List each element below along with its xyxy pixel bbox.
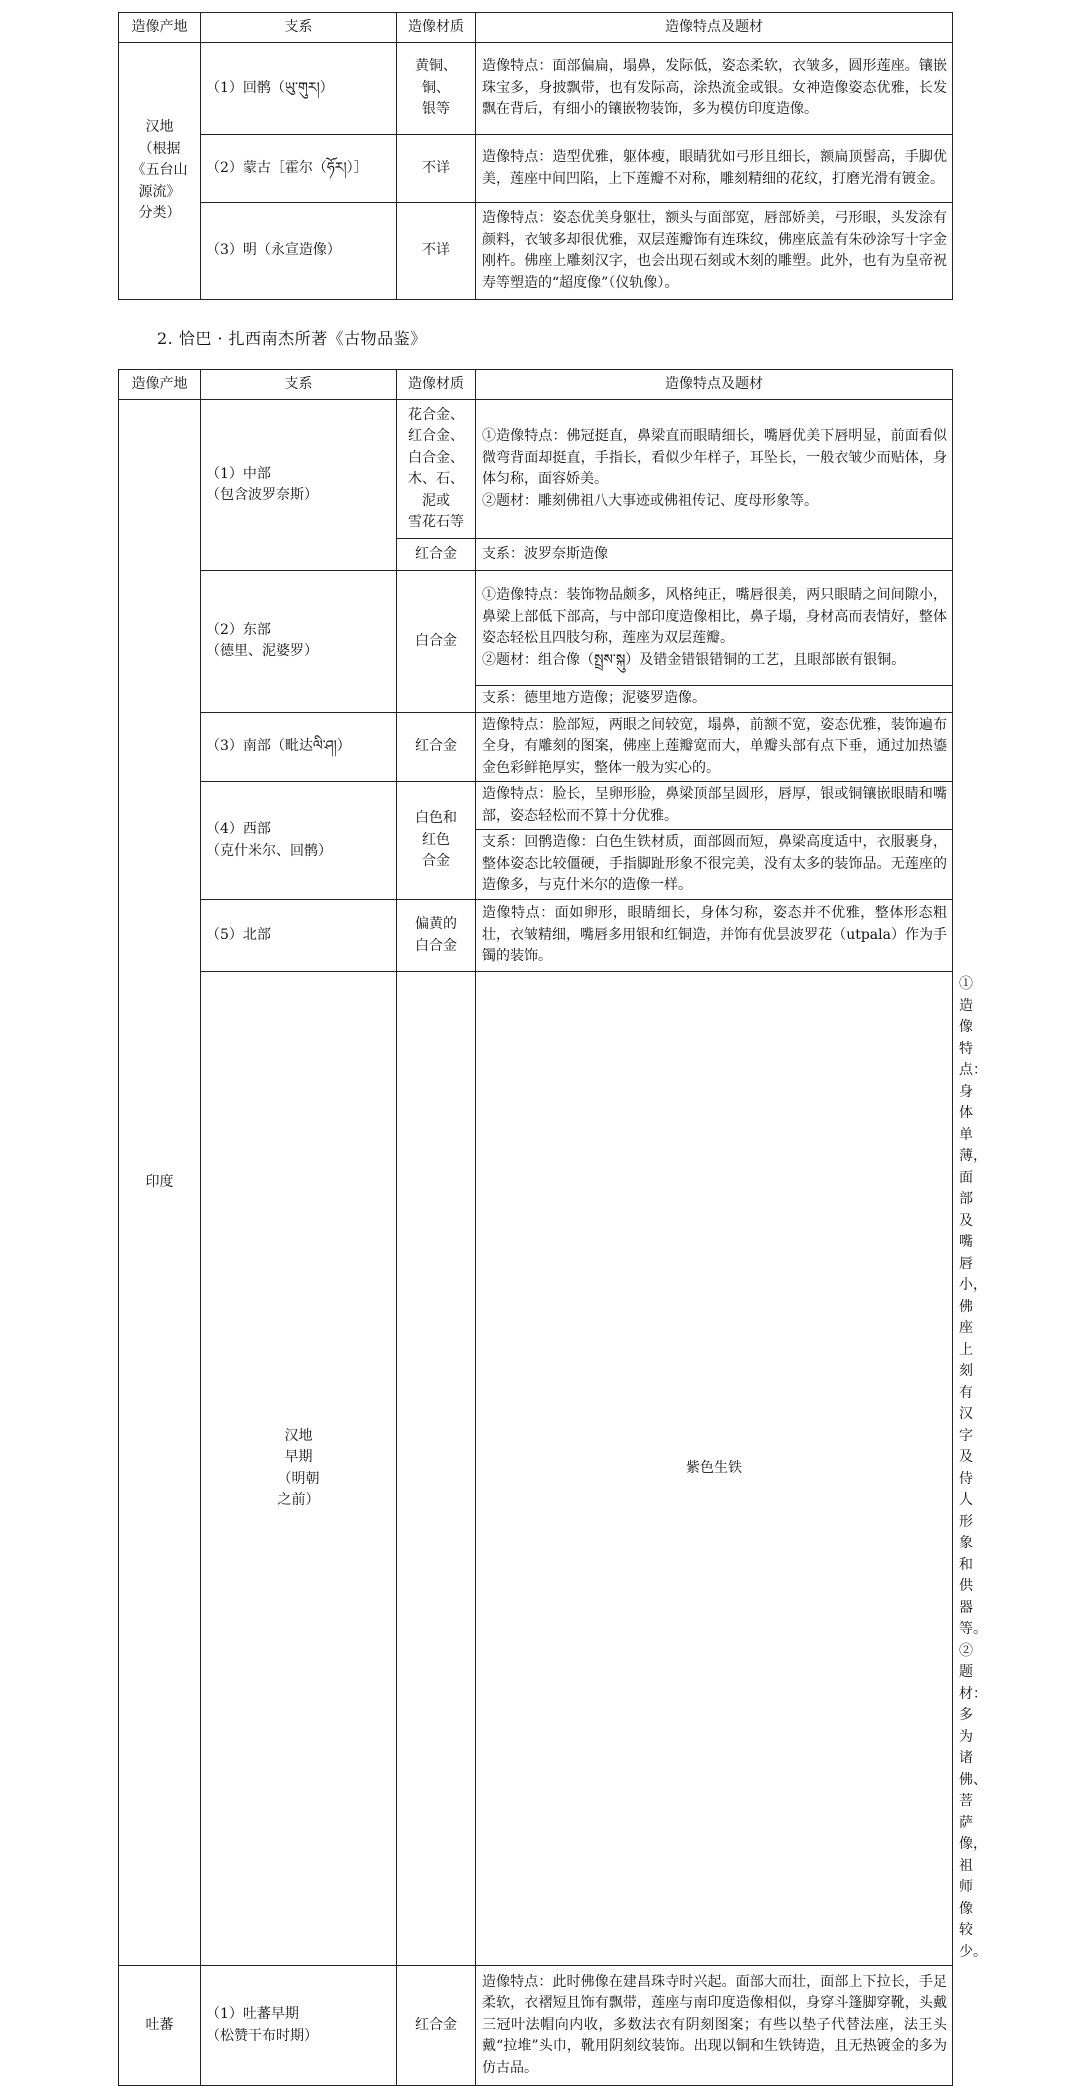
branch-cell [201, 571, 397, 713]
origin-cell: 印度 [119, 400, 201, 1966]
material-line: 白色和 [415, 810, 457, 827]
table-row [119, 712, 953, 782]
origin-cell [201, 972, 397, 1966]
table-row [119, 782, 953, 830]
header-material: 造像材质 [397, 370, 476, 400]
material-cell: 不详 [397, 134, 476, 202]
branch-cell: （5）北部 [201, 900, 397, 972]
material-line: 雪花石等 [408, 514, 464, 530]
material-cell: 不详 [397, 203, 476, 300]
features-cell: 造像特点：面部偏扁，塌鼻，发际低，姿态柔软，衣皱多，圆形莲座。镶嵌珠宝多，身披飘带，也有发际高，涂热流金或银。女神造像姿态优雅，长发飘在背后，有细小的镶嵌物装饰，多为模仿印度造像。 [476, 43, 953, 135]
material-cell: 红合金 [397, 712, 476, 782]
origin-line: 源流》 [138, 183, 181, 200]
material-cell: 白合金 [397, 571, 476, 713]
material-line: 铜、 [422, 79, 450, 96]
material-cell: 红合金 [397, 1966, 476, 2086]
material-cell: 紫色生铁 [476, 972, 953, 1966]
features-cell: 造像特点：脸长，呈卵形脸，鼻梁顶部呈圆形，唇厚，银或铜镶嵌眼睛和嘴部，姿态轻松而不算十分优雅。 [476, 782, 953, 830]
features-cell: 支系：回鹘造像：白色生铁材质，面部圆而短，鼻梁高度适中，衣服裹身，整体姿态比较僵硬，手指脚趾形象不很完美，没有太多的装饰品。无莲座的造像多，与克什米尔的造像一样。 [476, 830, 953, 900]
branch-cell: （3）明（永宣造像） [201, 203, 397, 300]
material-cell [397, 900, 476, 972]
table-row [119, 134, 953, 202]
table-row [119, 203, 953, 300]
branch-line: （克什米尔、回鹘） [206, 842, 332, 859]
material-cell: 红合金 [397, 539, 476, 571]
branch-cell: （3）南部（毗达ལི་ཤ།） [201, 712, 397, 782]
material-cell [397, 43, 476, 135]
section-heading: 2. 恰巴 · 扎西南杰所著《古物品鉴》 [157, 329, 427, 348]
header-features: 造像特点及题材 [476, 13, 953, 43]
material-cell [397, 400, 476, 539]
branch-cell: （1）回鹘（ཡུ་གུར།） [201, 43, 397, 135]
table-han-origins [118, 12, 953, 300]
branch-line: （4）西部 [206, 821, 271, 837]
table-header-row [119, 13, 953, 43]
branch-line: （1）吐蕃早期 [206, 2006, 299, 2022]
material-line: 白合金、 [408, 449, 464, 466]
table-row [119, 1966, 953, 2086]
origin-cell: 吐蕃 [119, 1966, 201, 2086]
material-line: 红合金、 [408, 428, 464, 444]
origin-line: （根据 [138, 140, 181, 157]
material-line: 红色 [422, 831, 450, 848]
features-cell: 造像特点：姿态优美身躯壮，额头与面部宽，唇部娇美，弓形眼，头发涂有颜料，衣皱多却很优雅，双层莲瓣饰有连珠纹，佛座底盖有朱砂涂写十字金刚杵。佛座上雕刻汉字，也会出现石刻或木刻的雕塑。此外，也有为皇帝祝寿等塑造的“超度像”（仪轨像）。 [476, 203, 953, 300]
origin-line: （明朝 [277, 1470, 320, 1487]
material-line: 木、石、 [408, 471, 464, 487]
header-branch: 支系 [201, 370, 397, 400]
material-line: 银等 [422, 101, 450, 118]
features-cell: 造像特点：造型优雅，躯体瘦，眼睛犹如弓形且细长，额扁顶髻高，手脚优美，莲座中间凹陷，上下莲瓣不对称，雕刻精细的花纹，打磨光滑有镀金。 [476, 134, 953, 202]
branch-cell [201, 782, 397, 900]
header-material: 造像材质 [397, 13, 476, 43]
branch-line: （德里、泥婆罗） [206, 643, 318, 660]
origin-line: 汉地 [284, 1427, 313, 1444]
branch-cell [397, 972, 476, 1966]
material-line: 白合金 [415, 937, 457, 954]
material-line: 合金 [422, 853, 450, 870]
origin-line: 之前） [277, 1492, 320, 1508]
table-row: 汉地 早期 （明朝 之前） 紫色生铁 ①造像特点：身体单薄，面部及嘴唇小，佛座上刻有汉字及侍人形象和供器等。 ②题材：多为诸佛、菩萨像，祖师像较少。 [119, 972, 953, 1966]
features-cell: ①造像特点：装饰物品颇多，风格纯正，嘴唇很美，两只眼睛之间间隙小，鼻梁上部低下部高，与中部印度造像相比，鼻子塌，身材高而表情好，整体姿态轻松且四肢匀称，莲座为双层莲瓣。 ②题材：组合像（སྤྲས་སྐུ）及错金错银错铜的工艺，且眼部嵌有银铜。 [476, 571, 953, 686]
header-origin: 造像产地 [119, 370, 201, 400]
features-cell: ①造像特点：佛冠挺直，鼻梁直而眼睛细长，嘴唇优美下唇明显，前面看似微弯背面却挺直，手指长，看似少年样子，耳坠长，一般衣皱少而贴体，身体匀称，面容娇美。 ②题材：雕刻佛祖八大事迹或佛祖传记、度母形象等。 [476, 400, 953, 539]
material-line: 泥或 [422, 492, 450, 509]
origin-line: 早期 [284, 1449, 313, 1465]
branch-line: （1）中部 [206, 465, 271, 482]
material-line: 偏黄的 [415, 916, 457, 932]
header-features: 造像特点及题材 [476, 370, 953, 400]
table-row [119, 900, 953, 972]
origin-cell [119, 43, 201, 300]
branch-cell [201, 400, 397, 571]
features-cell: 造像特点：脸部短，两眼之间较宽，塌鼻，前额不宽，姿态优雅，装饰遍布全身，有雕刻的图案，佛座上莲瓣宽而大，单瓣头部有点下垂，通过加热鎏金色彩鲜艳厚实，整体一般为实心的。 [476, 712, 953, 782]
table-row [119, 43, 953, 135]
material-line: 黄铜、 [415, 58, 457, 75]
header-branch: 支系 [201, 13, 397, 43]
branch-cell: （2）蒙古［霍尔（ཧོར།）］ [201, 134, 397, 202]
table-row [119, 571, 953, 686]
origin-line: 汉地 [145, 119, 174, 136]
branch-line: （2）东部 [206, 621, 271, 638]
table-row [119, 400, 953, 539]
branch-line: （松赞干布时期） [206, 2027, 318, 2044]
features-cell: 支系：德里地方造像；泥婆罗造像。 [476, 686, 953, 713]
table-header-row [119, 370, 953, 400]
material-line: 花合金、 [408, 406, 464, 423]
header-origin: 造像产地 [119, 13, 201, 43]
origin-line: 《五台山 [131, 162, 188, 179]
material-cell [397, 782, 476, 900]
features-cell: 造像特点：面如卵形，眼睛细长，身体匀称，姿态并不优雅，整体形态粗壮，衣皱精细，嘴唇多用银和红铜造，并饰有优昙波罗花（utpala）作为手镯的装饰。 [476, 900, 953, 972]
features-cell: 造像特点：此时佛像在建昌珠寺时兴起。面部大而壮，面部上下拉长，手足柔软，衣褶短且饰有飘带，莲座与南印度造像相似，身穿斗篷脚穿靴，头戴三冠叶法帽向内收，多数法衣有阴刻图案；有些以垫子代替法座，法王头戴“拉堆”头巾，靴用阴刻纹装饰。出现以铜和生铁铸造，且无热镀金的多为仿古品。 [476, 1966, 953, 2086]
features-cell: 支系：波罗奈斯造像 [476, 539, 953, 571]
origin-line: 分类） [138, 205, 181, 222]
branch-line: （包含波罗奈斯） [206, 487, 318, 503]
branch-cell [201, 1966, 397, 2086]
